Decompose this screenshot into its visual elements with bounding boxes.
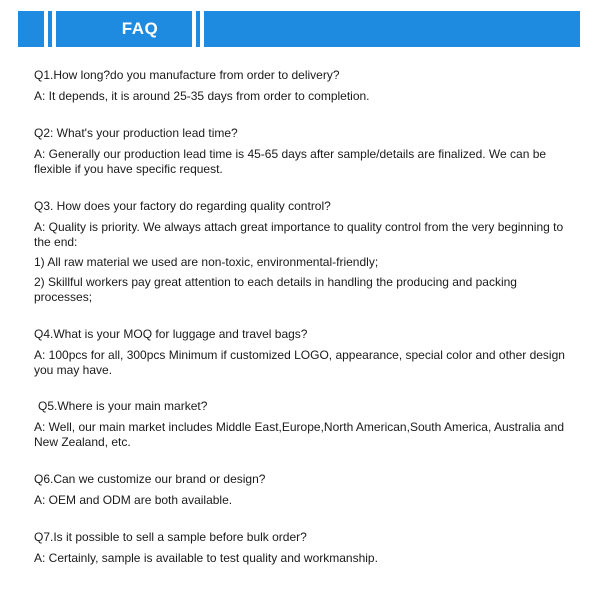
faq-answer-point: 2) Skillful workers pay great attention to each details in handling the producing and packing processes; bbox=[34, 275, 517, 304]
faq-question: Q7.Is it possible to sell a sample before bulk order? bbox=[34, 530, 307, 544]
faq-item-q2 bbox=[34, 126, 574, 177]
banner-stripe bbox=[200, 11, 204, 47]
faq-question: Q6.Can we customize our brand or design? bbox=[34, 472, 266, 486]
faq-question: Q4.What is your MOQ for luggage and travel bags? bbox=[34, 327, 308, 341]
faq-list bbox=[34, 68, 574, 588]
faq-question: Q2: What's your production lead time? bbox=[34, 126, 238, 140]
faq-question: Q1.How long?do you manufacture from order to delivery? bbox=[34, 68, 340, 82]
faq-answer: A: It depends, it is around 25-35 days from order to completion. bbox=[34, 89, 370, 103]
faq-answer: A: OEM and ODM are both available. bbox=[34, 493, 233, 507]
faq-answer: A: 100pcs for all, 300pcs Minimum if customized LOGO, appearance, special color and other design you may have. bbox=[34, 348, 565, 377]
faq-answer: A: Well, our main market includes Middle East,Europe,North American,South America, Australia and New Zealand, etc. bbox=[34, 420, 565, 449]
faq-header-banner bbox=[18, 11, 580, 47]
faq-question: Q3. How does your factory do regarding quality control? bbox=[34, 199, 331, 213]
faq-item-q4 bbox=[34, 327, 574, 378]
faq-item-q3 bbox=[34, 199, 574, 305]
faq-item-q5 bbox=[34, 399, 574, 450]
faq-answer: A: Certainly, sample is available to test quality and workmanship. bbox=[34, 551, 378, 565]
banner-stripe bbox=[44, 11, 48, 47]
faq-question: Q5.Where is your main market? bbox=[38, 399, 208, 413]
page-title: FAQ bbox=[121, 19, 159, 38]
banner-stripe bbox=[192, 11, 196, 47]
faq-item-q1 bbox=[34, 68, 574, 104]
faq-item-q6 bbox=[34, 472, 574, 508]
faq-answer-point: 1) All raw material we used are non-toxic, environmental-friendly; bbox=[34, 255, 379, 269]
faq-answer: A: Generally our production lead time is 45-65 days after sample/details are finalized. We can be flexible if you have specific request. bbox=[34, 147, 547, 176]
faq-item-q7 bbox=[34, 530, 574, 566]
faq-answer: A: Quality is priority. We always attach great importance to quality control from the very beginning to the end: bbox=[34, 220, 564, 249]
banner-stripe bbox=[52, 11, 56, 47]
